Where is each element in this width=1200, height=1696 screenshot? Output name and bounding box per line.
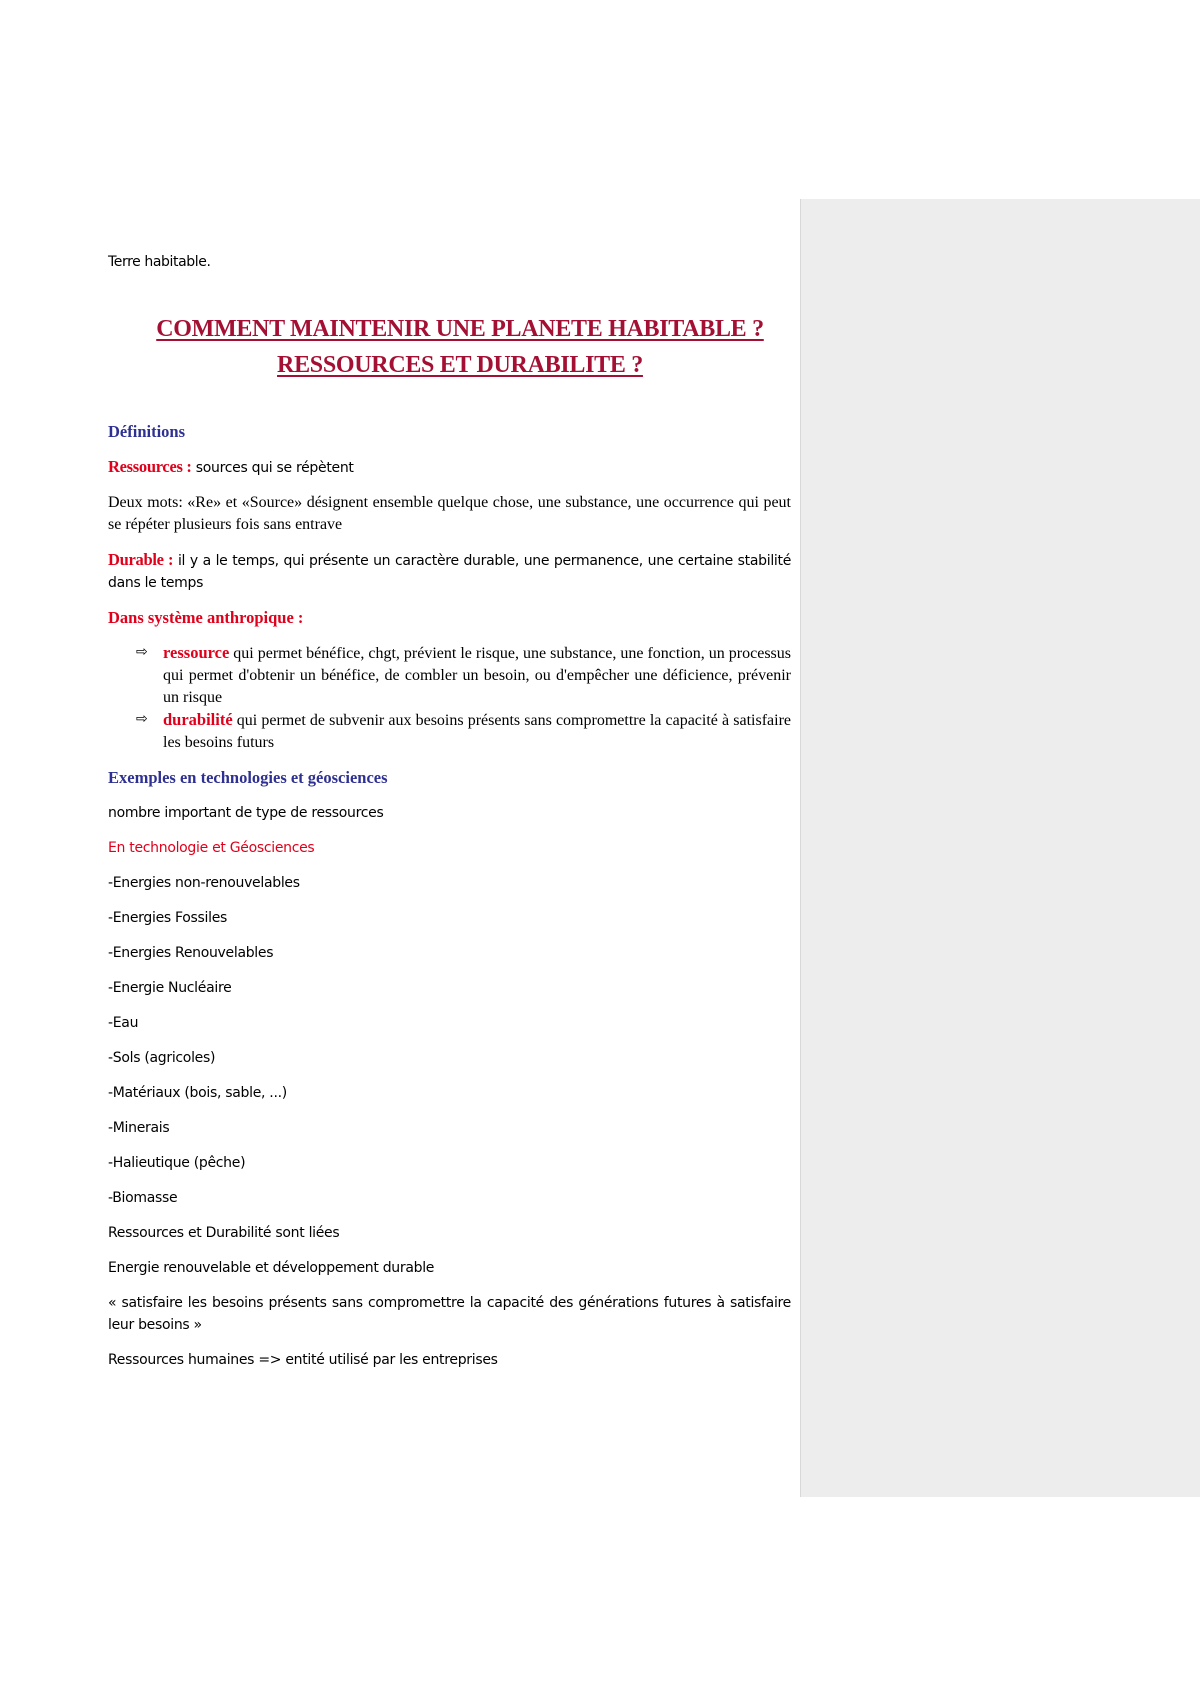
ressources-label: Ressources : xyxy=(108,457,192,476)
bullet-keyword: durabilité xyxy=(163,710,233,729)
document-body xyxy=(108,421,791,1384)
list-item: -Eau xyxy=(108,1015,139,1031)
list-item: -Energies Renouvelables xyxy=(108,945,274,961)
durable-label: Durable : xyxy=(108,550,174,569)
list-item: -Biomasse xyxy=(108,1190,178,1206)
list-item: -Energie Nucléaire xyxy=(108,980,232,996)
ressources-humaines: Ressources humaines => entité utilisé par les entreprises xyxy=(108,1352,498,1368)
outline-right-arrow-icon: ⇨ xyxy=(136,712,148,727)
comment-margin-pane xyxy=(800,199,1200,1497)
ressources-text: sources qui se répètent xyxy=(191,460,354,476)
exemples-heading: Exemples en technologies et géosciences xyxy=(108,768,388,787)
exemples-intro: nombre important de type de ressources xyxy=(108,805,384,821)
title-line-1: COMMENT MAINTENIR UNE PLANETE HABITABLE ? xyxy=(156,316,764,342)
citation-paragraph: « satisfaire les besoins présents sans compromettre la capacité des générations futures à satisfaire leur besoins » xyxy=(108,1295,791,1333)
liees-statement: Ressources et Durabilité sont liées xyxy=(108,1225,340,1241)
bullet-text: qui permet bénéfice, chgt, prévient le risque, une substance, une fonction, un processus qui permet d'obtenir un bénéfice, de combler un besoin, ou d'empêcher une déficience, prévenir un risque xyxy=(163,645,791,706)
list-item: -Halieutique (pêche) xyxy=(108,1155,246,1171)
anthropique-heading: Dans système anthropique : xyxy=(108,608,304,627)
energie-developpement: Energie renouvelable et développement durable xyxy=(108,1260,435,1276)
durable-text: il y a le temps, qui présente un caractère durable, une permanence, une certaine stabilité dans le temps xyxy=(108,553,792,591)
list-item: -Energies Fossiles xyxy=(108,910,228,926)
deux-mots-paragraph: Deux mots: «Re» et «Source» désignent ensemble quelque chose, une substance, une occurrence qui peut se répéter plusieurs fois sans entrave xyxy=(108,494,791,533)
list-item: -Minerais xyxy=(108,1120,170,1136)
list-item: -Energies non-renouvelables xyxy=(108,875,300,891)
exemples-subheading: En technologie et Géosciences xyxy=(108,840,315,856)
ressources-definition xyxy=(108,456,791,479)
list-item xyxy=(108,709,791,754)
list-item: -Matériaux (bois, sable, ...) xyxy=(108,1085,287,1101)
bullet-text: qui permet de subvenir aux besoins présents sans compromettre la capacité à satisfaire les besoins futurs xyxy=(163,712,791,751)
outline-right-arrow-icon: ⇨ xyxy=(136,645,148,660)
header-note: Terre habitable. xyxy=(108,254,211,270)
list-item xyxy=(108,642,791,709)
resource-type-list xyxy=(108,872,791,1209)
list-item: -Sols (agricoles) xyxy=(108,1050,216,1066)
definitions-heading: Définitions xyxy=(108,422,186,441)
title-line-2: RESSOURCES ET DURABILITE ? xyxy=(277,352,643,378)
durable-definition xyxy=(108,549,791,594)
page-title xyxy=(102,311,818,383)
anthropique-list xyxy=(108,642,791,754)
bullet-keyword: ressource xyxy=(163,643,230,662)
